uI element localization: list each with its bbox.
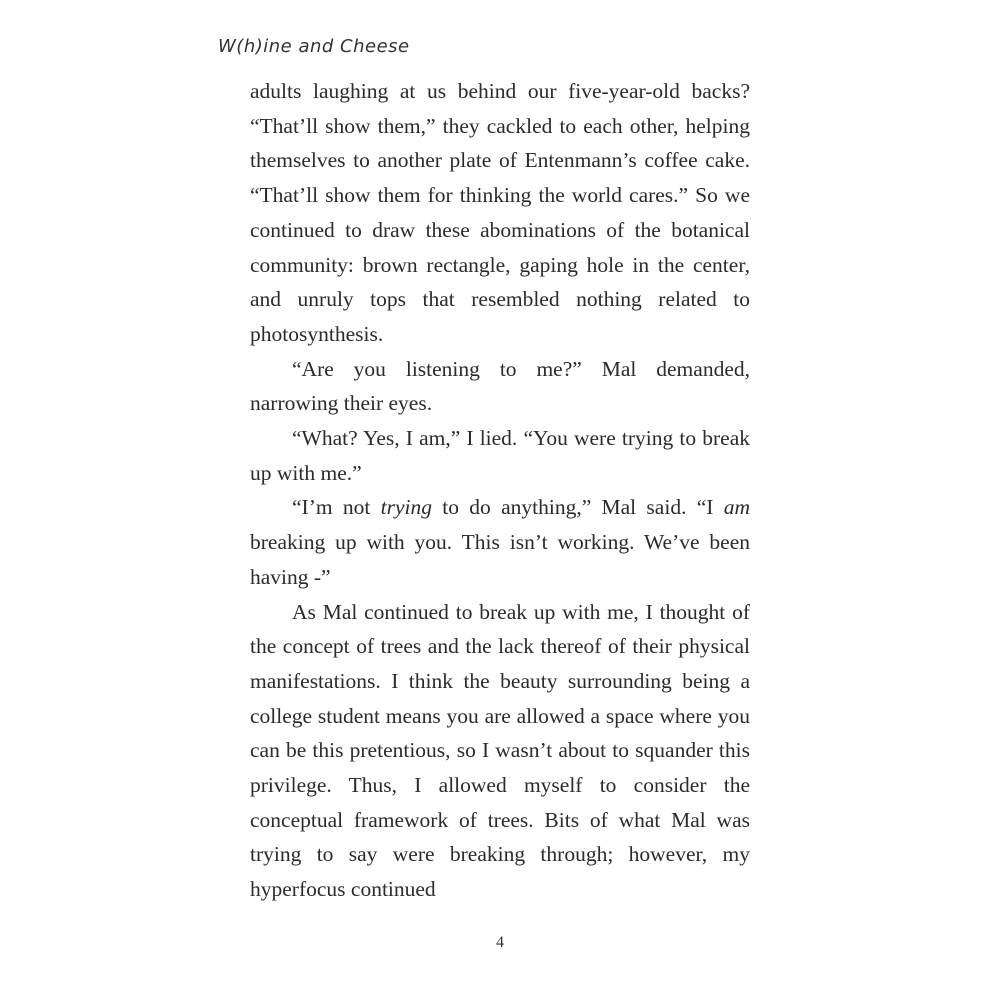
emphasis-am: am <box>723 495 750 520</box>
dialogue-part-e: breaking up with you. This isn’t working. We’ve been having -” <box>250 530 750 589</box>
paragraph-dialogue-3 <box>250 490 750 594</box>
paragraph-dialogue-2: “What? Yes, I am,” I lied. “You were trying to break up with me.” <box>250 426 750 485</box>
body-text <box>250 74 750 907</box>
paragraph-continuation: adults laughing at us behind our five-year-old backs? “That’ll show them,” they cackled to each other, helping themselves to another plate of Entenmann’s coffee cake. “That’ll show them for thinking the world cares.” So we continued to draw these abominations of the botanical community: brown rectangle, gaping hole in the center, and unruly tops that resembled nothing related to photosynthesis. <box>250 79 750 346</box>
page-number: 4 <box>496 934 504 951</box>
running-header: W(h)ine and Cheese <box>218 36 410 57</box>
dialogue-part-a: “I’m not <box>292 495 381 520</box>
dialogue-part-c: to do anything,” Mal said. “I <box>432 495 724 520</box>
paragraph-dialogue-1: “Are you listening to me?” Mal demanded, narrowing their eyes. <box>250 356 750 416</box>
emphasis-trying: trying <box>380 495 432 520</box>
paragraph-narration: As Mal continued to break up with me, I thought of the concept of trees and the lack thereof of their physical manifestations. I think the beauty surrounding being a college student means you are allowed a space where you can be this pretentious, so I wasn’t about to squander this privilege. Thus, I allowed myself to consider the conceptual framework of trees. Bits of what Mal was trying to say were breaking through; however, my hyperfocus continued <box>250 599 750 902</box>
